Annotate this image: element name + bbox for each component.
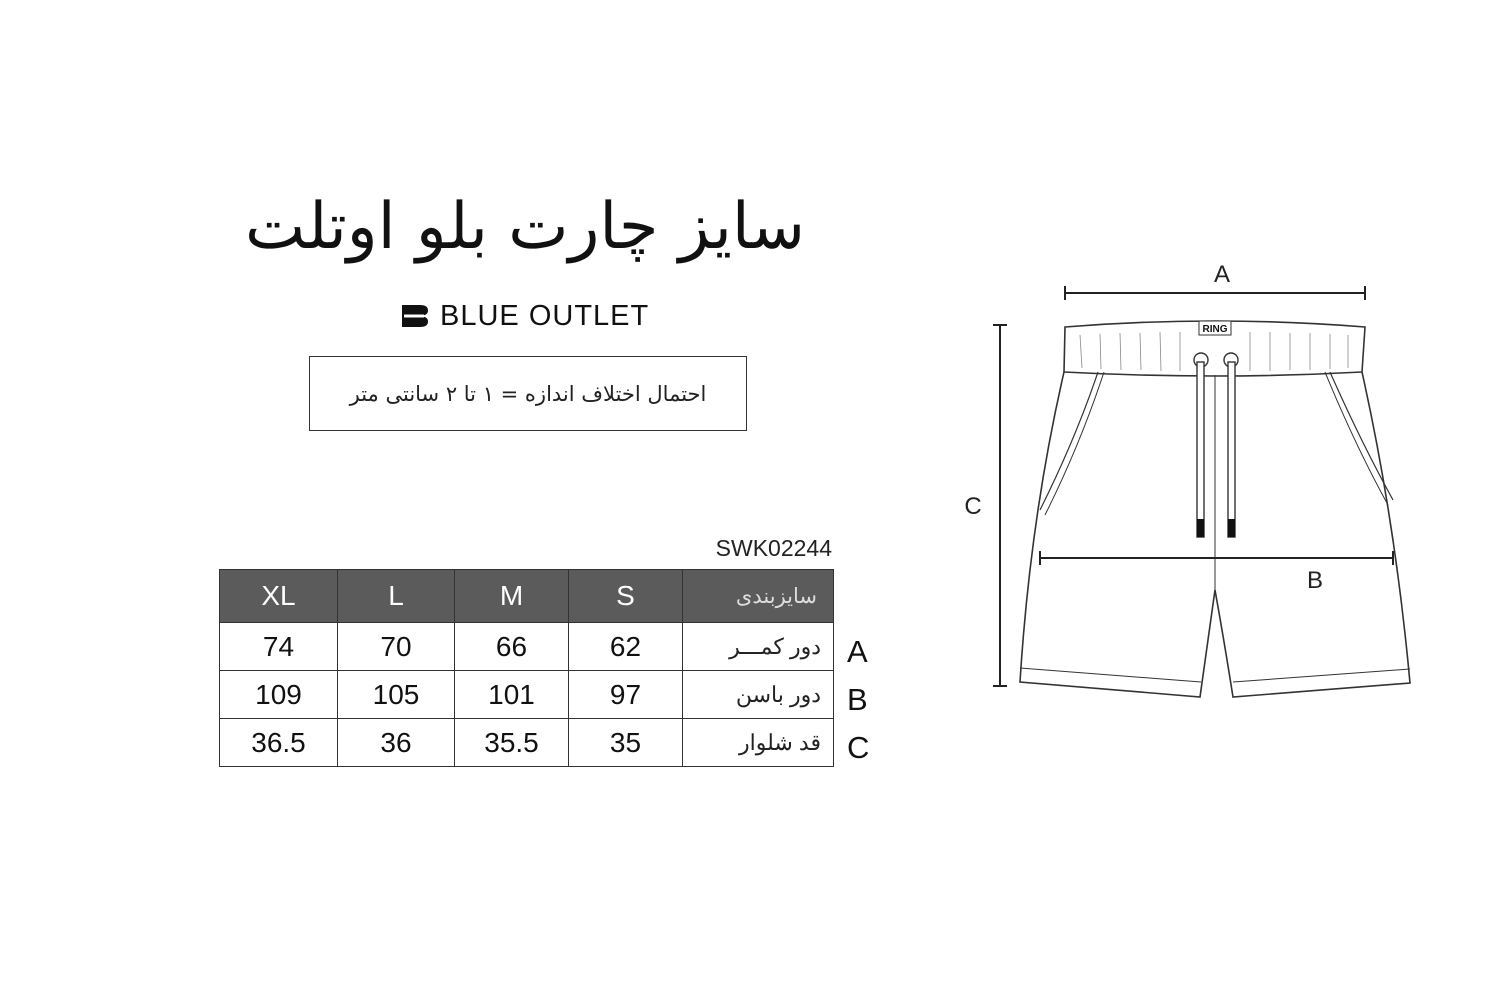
table-cell: 36 — [338, 719, 455, 767]
size-header-l: L — [338, 570, 455, 623]
waistband-gathers — [1080, 332, 1348, 371]
size-header-s: S — [569, 570, 683, 623]
row-label: دور کمـــر — [683, 623, 834, 671]
table-cell: 109 — [220, 671, 338, 719]
drawstring-tip — [1197, 519, 1204, 537]
row-label: قد شلوار — [683, 719, 834, 767]
shorts-outline — [1020, 321, 1410, 697]
size-header-m: M — [455, 570, 569, 623]
table-row — [220, 719, 834, 767]
table-cell: 70 — [338, 623, 455, 671]
row-letter-a: A — [847, 634, 868, 669]
table-cell: 36.5 — [220, 719, 338, 767]
table-header-row — [220, 570, 834, 623]
brand — [400, 298, 649, 334]
product-code: SWK02244 — [715, 535, 832, 561]
table-cell: 101 — [455, 671, 569, 719]
garment-tag-label: RING — [1202, 324, 1228, 335]
shorts-diagram — [950, 255, 1430, 715]
table-row — [220, 623, 834, 671]
dimension-b — [1040, 551, 1393, 565]
table-cell: 97 — [569, 671, 683, 719]
size-table — [219, 569, 834, 767]
size-header-label: سایزبندی — [683, 570, 834, 623]
dimension-c — [993, 325, 1007, 686]
dimension-a — [1065, 286, 1365, 300]
drawstring-tip — [1228, 519, 1235, 537]
dimension-a-label: A — [1213, 261, 1231, 288]
row-label: دور باسن — [683, 671, 834, 719]
table-cell: 35 — [569, 719, 683, 767]
size-tolerance-notice: احتمال اختلاف اندازه = ۱ تا ۲ سانتی متر — [309, 356, 747, 431]
b-logo-icon — [400, 304, 430, 328]
table-cell: 35.5 — [455, 719, 569, 767]
page-title: سایز چارت بلو اوتلت — [244, 190, 806, 264]
table-cell: 66 — [455, 623, 569, 671]
dimension-b-label: B — [1306, 567, 1324, 594]
table-row — [220, 671, 834, 719]
brand-name: BLUE OUTLET — [440, 299, 650, 332]
row-letter-c: C — [847, 730, 870, 765]
dimension-c-label: C — [964, 493, 982, 520]
size-header-xl: XL — [220, 570, 338, 623]
table-cell: 105 — [338, 671, 455, 719]
row-letter-b: B — [847, 682, 868, 717]
drawstrings — [1194, 353, 1238, 537]
table-cell: 74 — [220, 623, 338, 671]
table-cell: 62 — [569, 623, 683, 671]
